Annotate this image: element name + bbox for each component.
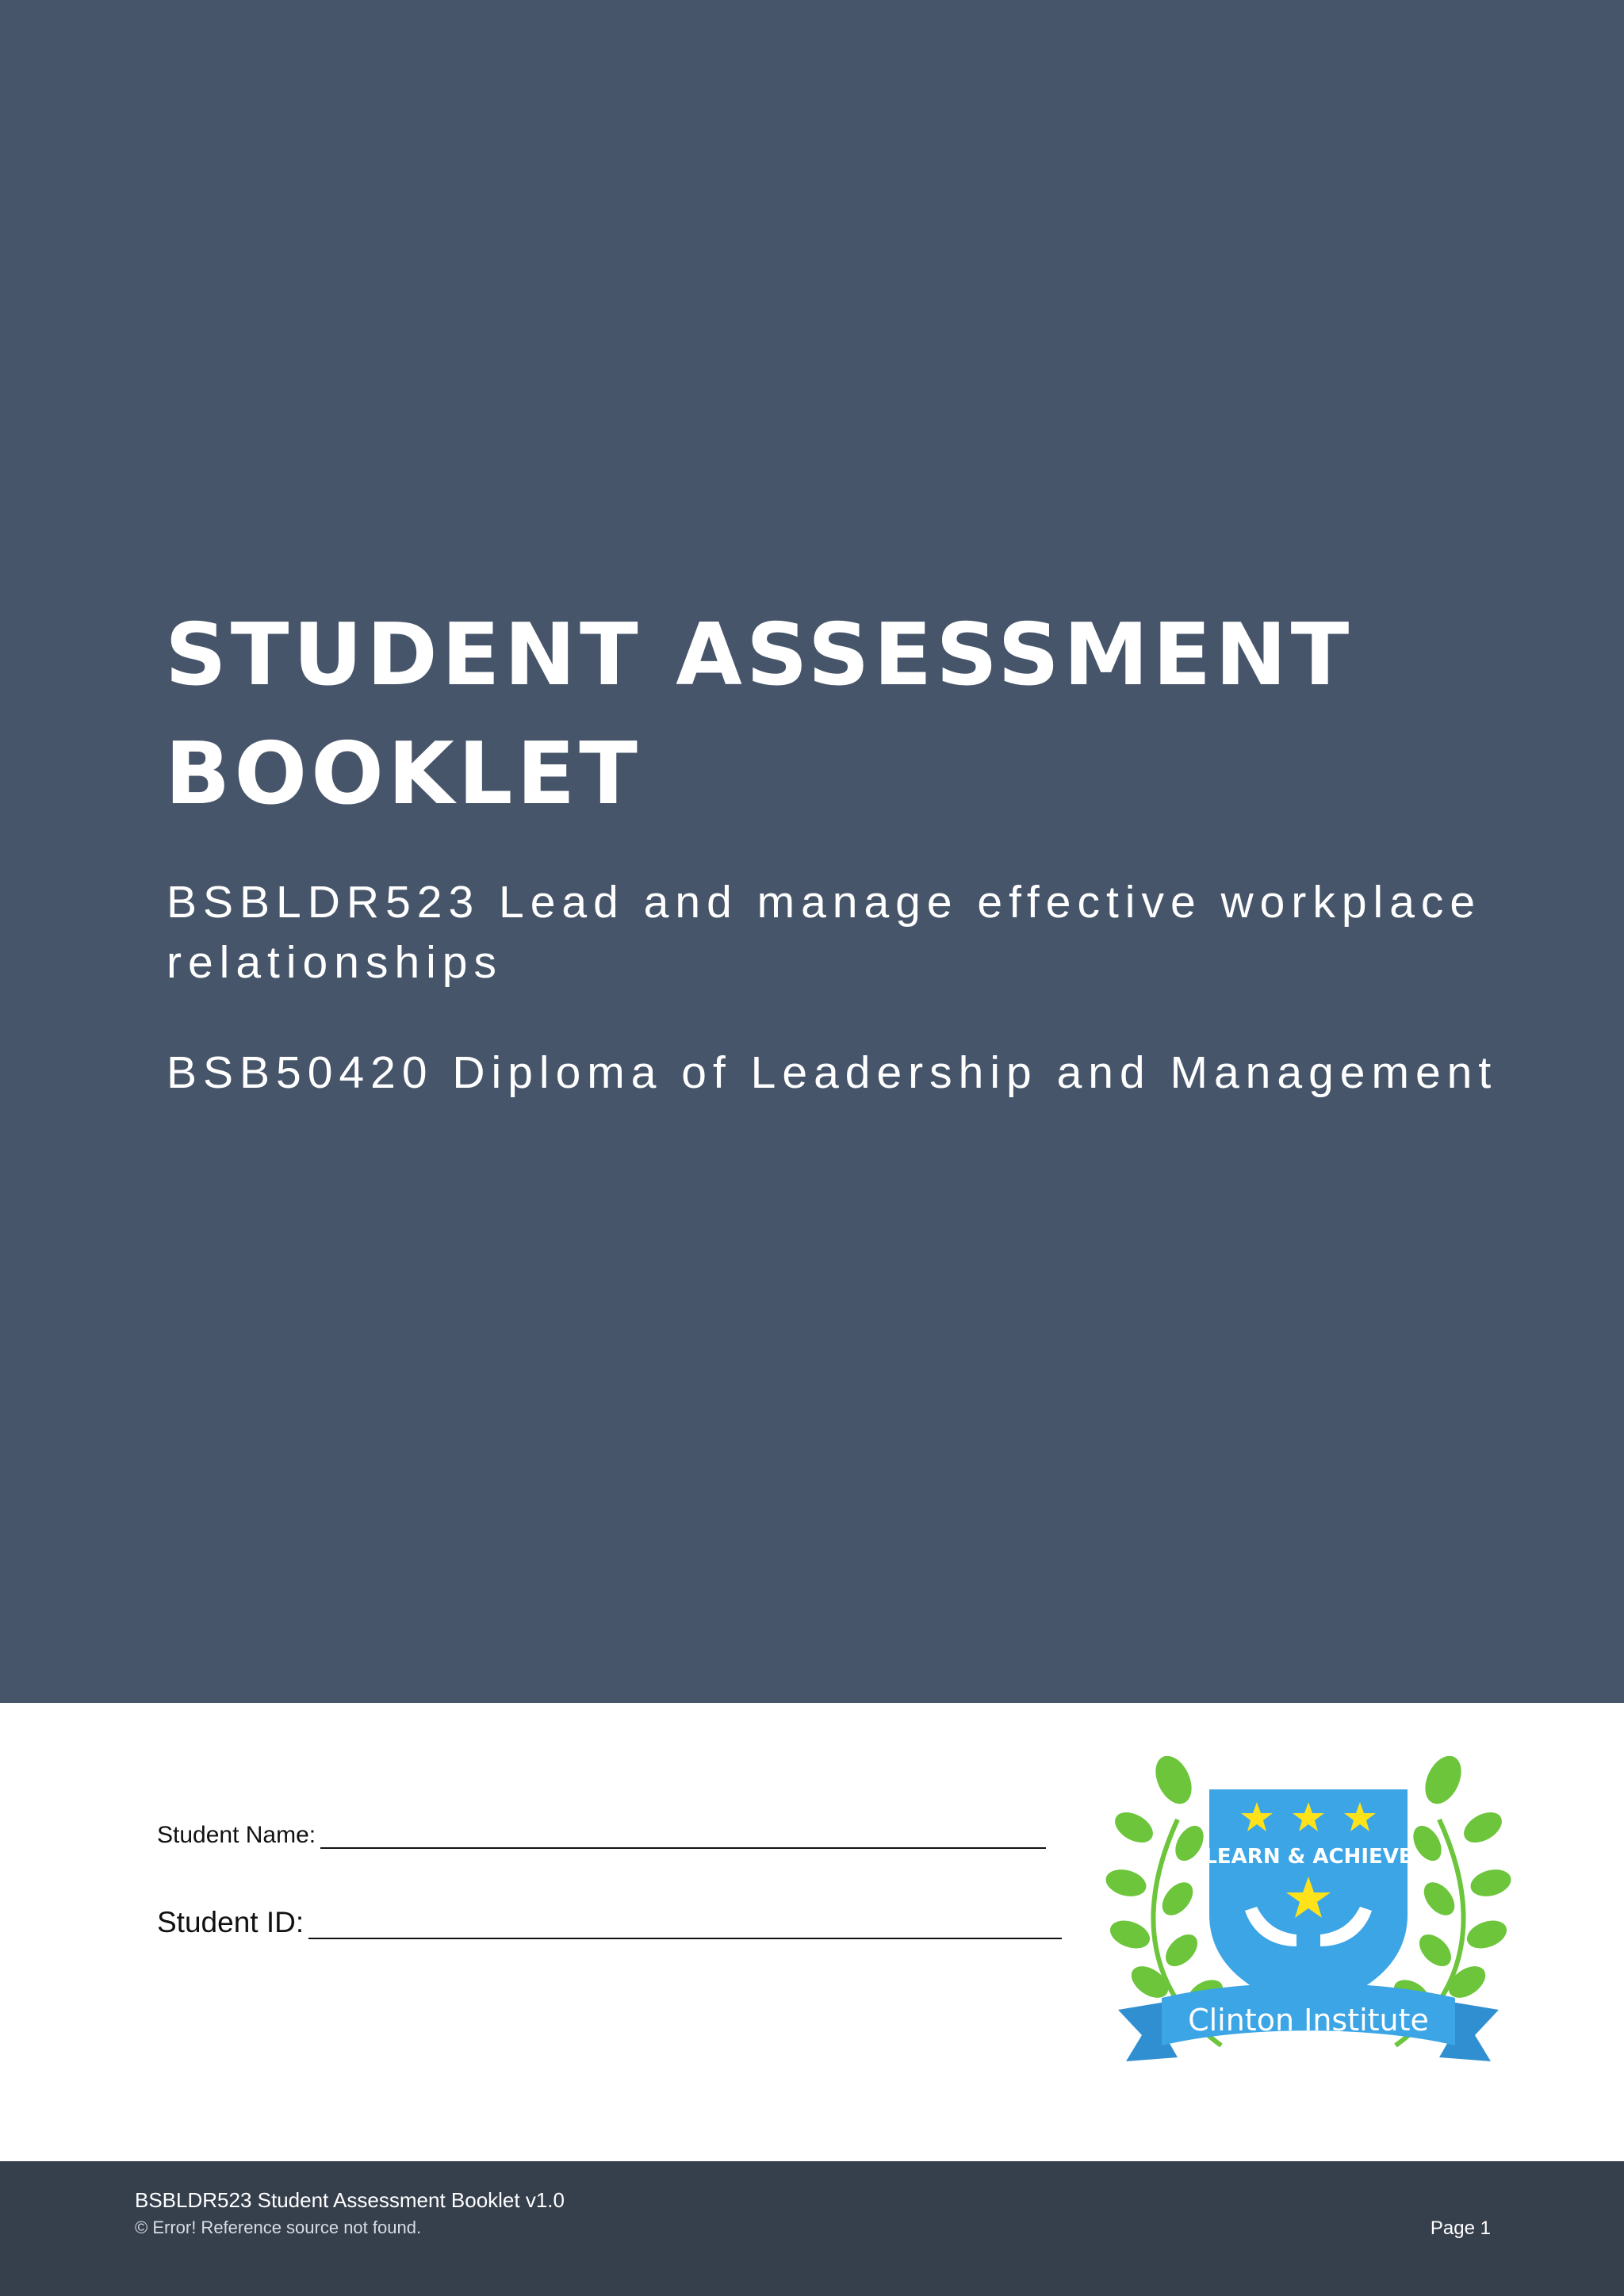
student-id-label: Student ID: <box>157 1906 304 1938</box>
clinton-institute-logo <box>1102 1756 1515 2089</box>
student-id-blank[interactable] <box>308 1909 1062 1939</box>
logo-motto: LEARN & ACHIEVE <box>1204 1845 1413 1869</box>
student-name-blank[interactable] <box>320 1823 1046 1849</box>
booklet-title: STUDENT ASSESSMENT BOOKLET <box>165 606 1354 824</box>
unit-title: BSBLDR523 Lead and manage effective workplace relationships <box>167 877 1482 988</box>
footer-page-number: Page 1 <box>1430 2218 1491 2239</box>
student-id-field <box>157 1906 1062 1939</box>
footer-copyright: © Error! Reference source not found. <box>135 2218 422 2237</box>
logo-name: Clinton Institute <box>1188 2003 1429 2038</box>
student-name-field <box>157 1822 1046 1849</box>
student-name-label: Student Name: <box>157 1822 316 1848</box>
qualification-title: BSB50420 Diploma of Leadership and Management <box>167 1047 1498 1098</box>
footer-document-title: BSBLDR523 Student Assessment Booklet v1.0 <box>135 2188 565 2212</box>
